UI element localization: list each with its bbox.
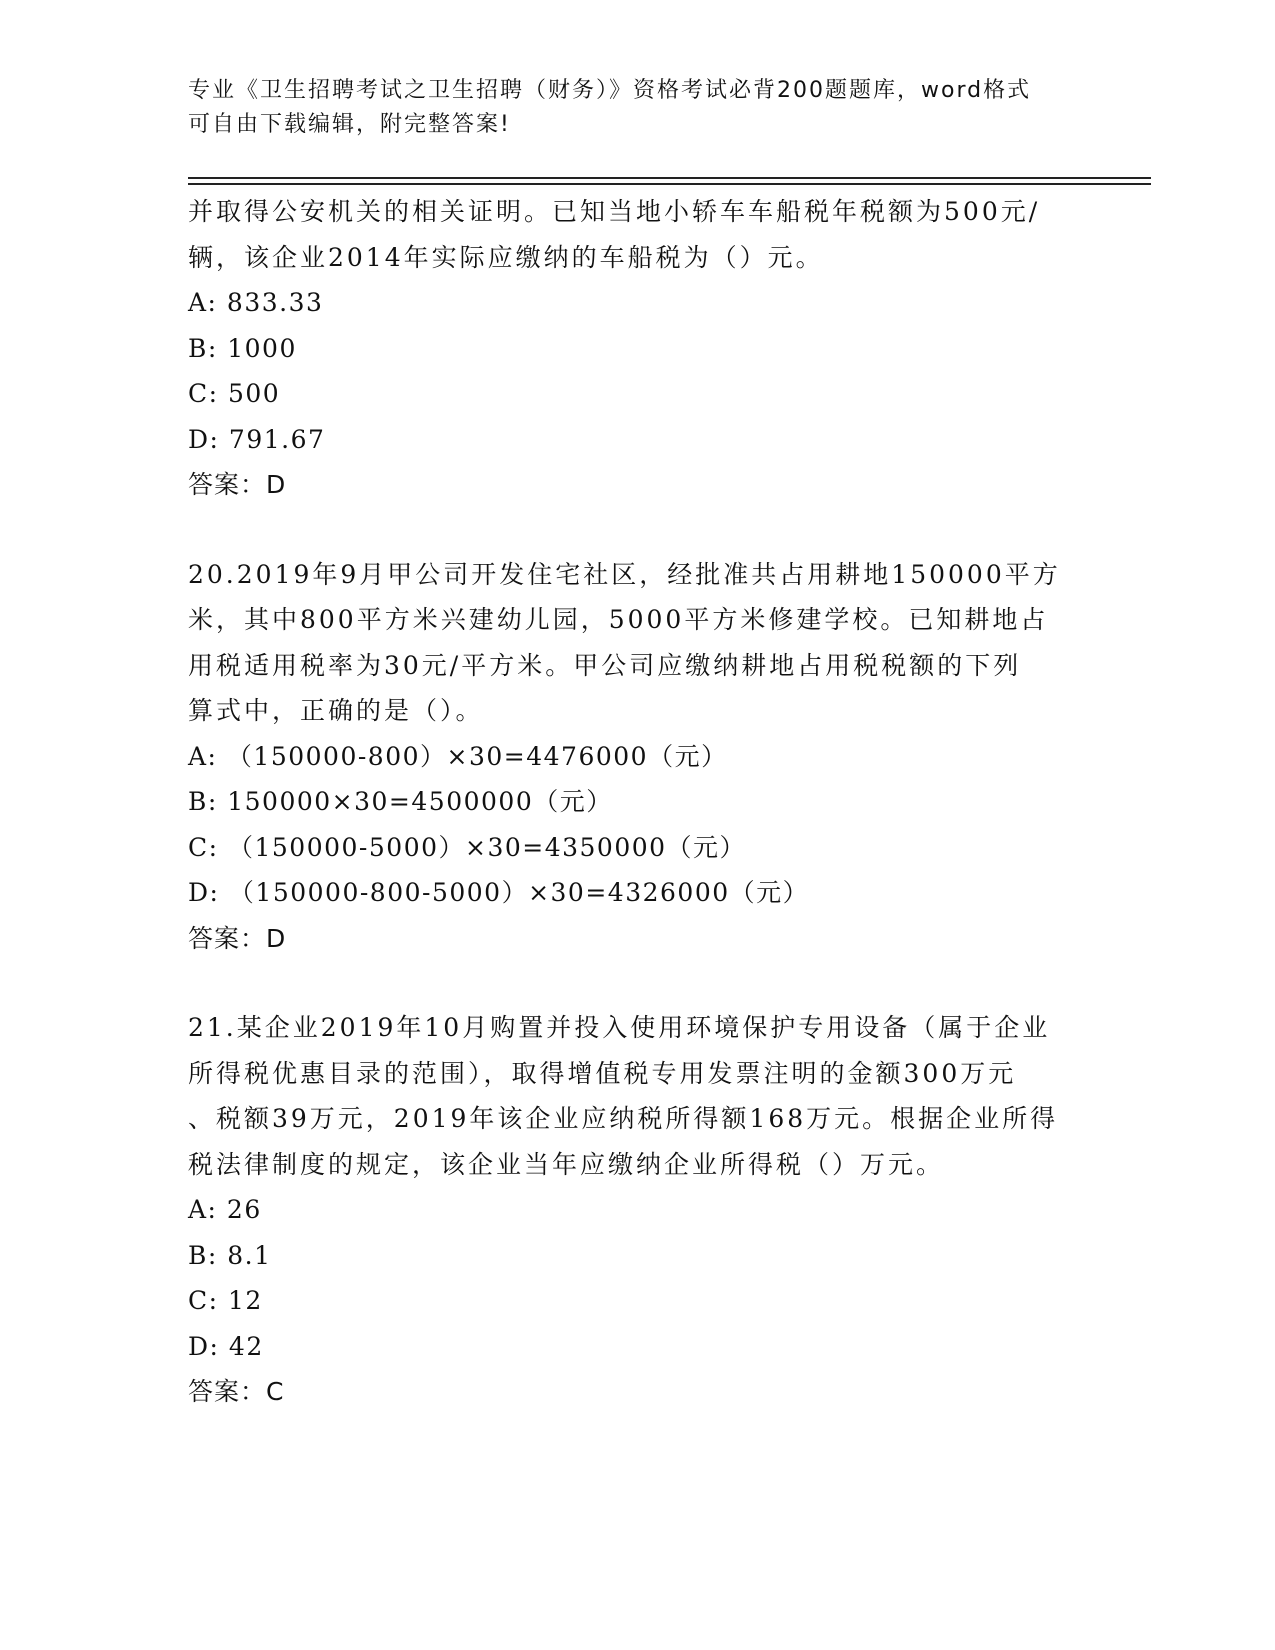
option-c: C: 500 [188,379,281,408]
question-text-line: 20.2019年9月甲公司开发住宅社区，经批准共占用耕地150000平方 [188,559,1061,589]
question-text-line: 用税适用税率为30元/平方米。甲公司应缴纳耕地占用税税额的下列 [188,650,1022,680]
question-text-line: 米，其中800平方米兴建幼儿园，5000平方米修建学校。已知耕地占 [188,605,1049,634]
answer-label: 答案：D [188,923,287,953]
header-divider-bottom [188,183,1151,185]
option-b: B: 1000 [188,333,297,363]
option-d: D: 42 [188,1331,264,1361]
header-divider-top [188,177,1151,179]
question-21 [188,1005,1088,1415]
question-text-line: 所得税优惠目录的范围），取得增值税专用发票注明的金额300万元 [188,1058,1017,1088]
option-b: B: 150000×30=4500000（元） [188,787,613,816]
option-b: B: 8.1 [188,1240,272,1270]
option-a: A: （150000-800）×30=4476000（元） [188,741,728,771]
question-text-line: 、税额39万元，2019年该企业应纳税所得额168万元。根据企业所得 [188,1104,1059,1133]
header-title-line-2: 可自由下载编辑，附完整答案! [188,112,511,137]
header-title-line-1: 专业《卫生招聘考试之卫生招聘（财务）》资格考试必背200题题库，word格式 [188,78,1032,103]
question-text-line: 并取得公安机关的相关证明。已知当地小轿车车船税年税额为500元/ [188,197,1041,226]
question-text-line: 算式中，正确的是（）。 [188,696,484,725]
question-separator [188,961,1088,1005]
option-c: C: （150000-5000）×30=4350000（元） [188,832,747,862]
question-20 [188,552,1088,962]
page-header [188,74,1088,142]
option-d: D: 791.67 [188,424,326,454]
question-text-line: 税法律制度的规定，该企业当年应缴纳企业所得税（）万元。 [188,1149,945,1179]
option-d: D: （150000-800-5000）×30=4326000（元） [188,878,810,907]
question-list [188,189,1088,1415]
question-text-line: 21.某企业2019年10月购置并投入使用环境保护专用设备（属于企业 [188,1013,1051,1042]
question-text-line: 辆，该企业2014年实际应缴纳的车船税为（）元。 [188,242,824,272]
question-separator [188,508,1088,552]
option-c: C: 12 [188,1286,263,1315]
answer-label: 答案：C [188,1377,285,1406]
answer-label: 答案：D [188,470,287,499]
option-a: A: 833.33 [188,288,324,317]
question-19 [188,189,1088,508]
option-a: A: 26 [188,1195,262,1224]
